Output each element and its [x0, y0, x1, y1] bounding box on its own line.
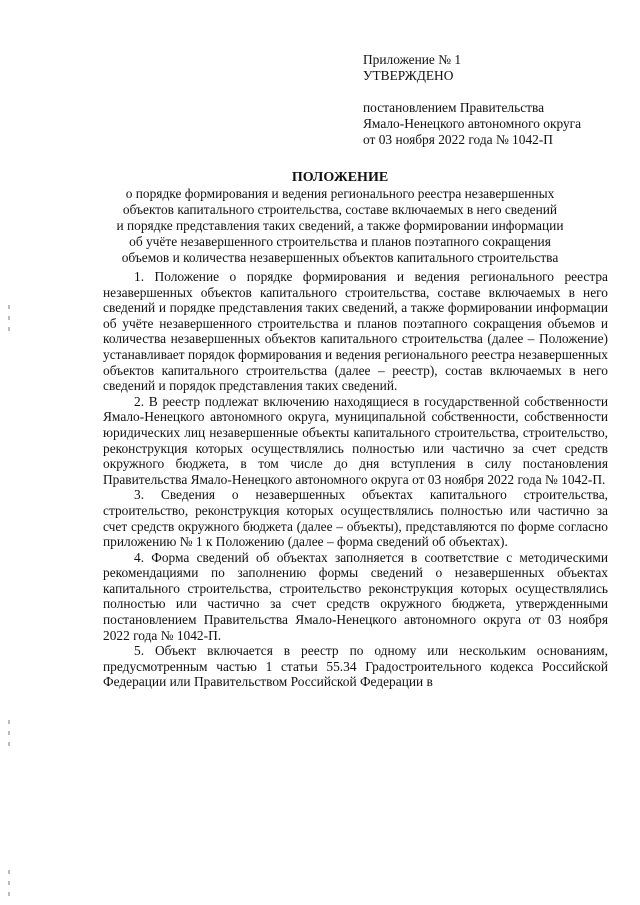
subtitle-line: и порядке представления таких сведений, а также формировании информации: [116, 218, 564, 233]
subtitle-line: об учёте незавершенного строительства и планов поэтапного сокращения: [129, 234, 551, 249]
document-heading: [60, 170, 620, 266]
scan-margin-marks: [8, 0, 12, 905]
approval-date-line: от 03 ноября 2022 года № 1042-П: [363, 132, 553, 147]
paragraph-4: 4. Форма сведений об объектах заполняется в соответствие с методическими рекомендациями по заполнению формы сведений о незавершенных объектах капитального строительства, строительство реконструкция которых осуществлялись полностью или частично за счет средств окружного бюджета, утвержденными постановлением Правительства Ямало-Ненецкого автономного округа от 03 ноября 2022 года № 1042-П.: [103, 549, 608, 643]
paragraph-2: 2. В реестр подлежат включению находящиеся в государственной собственности Ямало-Ненецкого автономного округа, муниципальной собственности, собственности юридических лиц незавершенные объекты капитального строительства, строительство, реконструкция которых осуществлялись полностью или частично за счет средств окружного бюджета, в том числе до дня вступления в силу постановления Правительства Ямало-Ненецкого автономного округа от 03 ноября 2022 года № 1042-П.: [103, 393, 608, 487]
paragraph-1: 1. Положение о порядке формирования и ведения регионального реестра незавершенных объектов капитального строительства, составе включаемых в него сведений и порядке представления таких сведений, а также формировании информации об учёте незавершенного строительства и планов поэтапного сокращения объемов и количества незавершенных объектов капитального строительства (далее – Положение) устанавливает порядок формирования и ведения регионального реестра незавершенных объектов капитального строительства (далее – реестр), состав включаемых в него сведений и порядок представления таких сведений.: [103, 269, 608, 394]
document-title: ПОЛОЖЕНИЕ: [291, 170, 389, 185]
paragraph-3: 3. Сведения о незавершенных объектах капитального строительства, строительство, реконструкция которых осуществлялись полностью или частично за счет средств окружного бюджета (далее – объекты), представляются по форме согласно приложению № 1 к Положению (далее – форма сведений об объектах).: [103, 487, 608, 550]
approval-decree-line: постановлением Правительства: [363, 100, 545, 115]
approved-stamp: УТВЕРЖДЕНО: [363, 68, 454, 83]
document-body: [103, 269, 608, 690]
subtitle-line: объемов и количества незавершенных объектов капитального строительства: [121, 250, 559, 265]
subtitle-line: о порядке формирования и ведения регионального реестра незавершенных: [125, 186, 555, 201]
approval-region-line: Ямало-Ненецкого автономного округа: [363, 116, 582, 131]
paragraph-5: 5. Объект включается в реестр по одному или нескольким основаниям, предусмотренным частью 1 статьи 55.34 Градостроительного кодекса Российской Федерации или Правительством Российской Федерации в: [103, 643, 608, 690]
subtitle-line: объектов капитального строительства, составе включаемых в него сведений: [122, 202, 558, 217]
approval-block: [363, 52, 623, 148]
appendix-number: Приложение № 1: [363, 52, 462, 67]
